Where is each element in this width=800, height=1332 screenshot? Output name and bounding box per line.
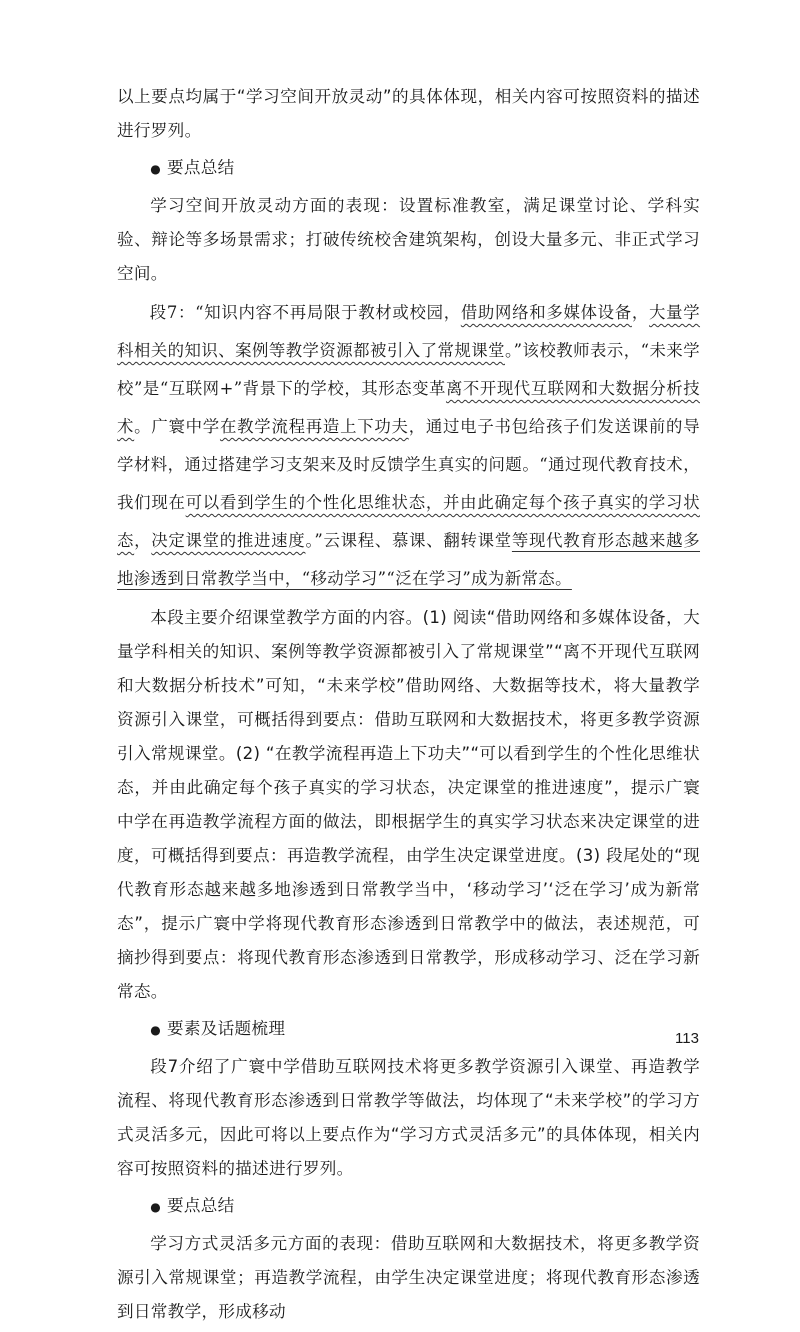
paragraph-summary-method: 学习方式灵活多元方面的表现：借助互联网和大数据技术，将更多教学资源引入常规课堂；再造教学流程，由学生决定课堂进度；将现代教育形态渗透到日常教学，形成移动 [117, 1234, 700, 1321]
quote-seg: 。”云课程、慕课、翻转课堂 [305, 531, 512, 550]
section-heading-elements [117, 1012, 700, 1047]
quote-seg: 。”该校教师表示，“未来学校”是“互联网+”背景下的学校，其形态变革 [117, 341, 700, 398]
quote-seg: ，通过电子书包给孩子们发送课前的导学材料，通过搭建学习支架来及时反馈学生真实的问题。“通过现代教育技术，我们现在 [117, 417, 701, 512]
quote-wavy-seg: 可以看到学生的个性化思维状态，并由此确定每个孩子真实的学习状态 [117, 493, 700, 550]
heading-text: 要素及话题梳理 [166, 1019, 286, 1038]
section-heading-summary-1 [117, 151, 700, 186]
paragraph-summary-space: 学习空间开放灵动方面的表现：设置标准教室，满足课堂讨论、学科实验、辩论等多场景需求；打破传统校舍建筑架构，创设大量多元、非正式学习空间。 [117, 196, 700, 283]
bullet-dot-icon: ● [150, 1200, 161, 1214]
heading-text: 要点总结 [166, 1196, 235, 1215]
quote-wavy-seg: 离不开现代互联网和大数据分析技术 [117, 379, 700, 436]
document-page [117, 80, 700, 1332]
bullet-dot-icon: ● [150, 162, 161, 176]
quote-underlined-seg: 等现代教育形态越来越多地渗透到日常教学当中，“移动学习”“泛在学习”成为新常态。 [117, 531, 701, 588]
bullet-dot-icon: ● [150, 1023, 161, 1037]
quote-wavy-seg: 大量学科相关的知识、案例等教学资源都被引入了常规课堂 [117, 303, 701, 360]
section-heading-summary-2 [117, 1189, 700, 1224]
paragraph-analysis: 本段主要介绍课堂教学方面的内容。(1) 阅读“借助网络和多媒体设备，大量学科相关的知识、案例等教学资源都被引入了常规课堂”“离不开现代互联网和大数据分析技术”可知，“未来学校”借助网络、大数据等技术，将大量教学资源引入课堂，可概括得到要点：借助互联网和大数据技术，将更多教学资源引入常规课堂。(2) “在教学流程再造上下功夫”“可以看到学生的个性化思维状态，并由此确定每个孩子真实的学习状态，决定课堂的推进速度”，提示广寰中学在再造教学流程方面的做法，即根据学生的真实学习状态来决定课堂的进度，可概括得到要点：再造教学流程，由学生决定课堂进度。(3) 段尾处的“现代教育形态越来越多地渗透到日常教学当中，‘移动学习’‘泛在学习’成为新常态”，提示广寰中学将现代教育形态渗透到日常教学中的做法，表述规范，可摘抄得到要点：将现代教育形态渗透到日常教学，形成移动学习、泛在学习新常态。 [117, 608, 700, 1001]
heading-text: 要点总结 [166, 158, 235, 177]
quote-wavy-seg: 在教学流程再造上下功夫 [219, 417, 409, 436]
page-number: 113 [675, 1030, 699, 1047]
quote-seg: ， [631, 303, 649, 322]
quote-wavy-seg: 借助网络和多媒体设备 [460, 303, 632, 322]
paragraph-conclusion: 以上要点均属于“学习空间开放灵动”的具体体现，相关内容可按照资料的描述进行罗列。 [117, 87, 700, 140]
quoted-passage-7 [117, 294, 700, 598]
quote-seg: 。广寰中学 [134, 417, 220, 436]
quote-wavy-seg: 决定课堂的推进速度 [151, 531, 306, 550]
quote-seg: ， [134, 531, 152, 550]
quote-seg: 段7：“知识内容不再局限于教材或校园， [149, 303, 461, 322]
paragraph-elements: 段7介绍了广寰中学借助互联网技术将更多教学资源引入课堂、再造教学流程、将现代教育形态渗透到日常教学等做法，均体现了“未来学校”的学习方式灵活多元，因此可将以上要点作为“学习方式灵活多元”的具体体现，相关内容可按照资料的描述进行罗列。 [117, 1057, 700, 1178]
